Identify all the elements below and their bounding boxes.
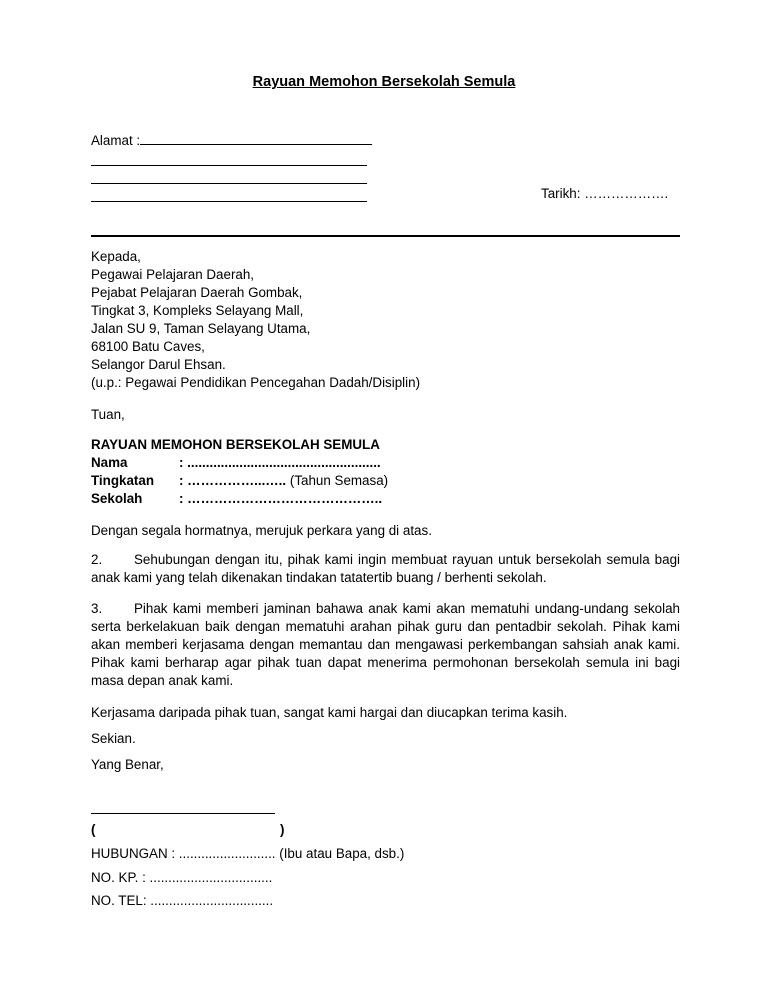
- recipient-line: Selangor Darul Ehsan.: [91, 357, 226, 372]
- nokp-label: NO. KP. :: [91, 870, 146, 885]
- nokp-value: .................................: [145, 870, 273, 885]
- alamat-blank-line[interactable]: [91, 170, 367, 184]
- field-nama: [91, 454, 381, 472]
- recipient-line: Pegawai Pelajaran Daerah,: [91, 267, 255, 282]
- alamat-blank-line[interactable]: [140, 131, 372, 145]
- field-note: (Tahun Semasa): [286, 473, 389, 488]
- alamat-blank-line[interactable]: [91, 152, 367, 166]
- field-tingkatan: [91, 472, 388, 490]
- nokp-row: [91, 869, 272, 887]
- paragraph-2: [91, 551, 680, 587]
- field-label: Sekolah: [91, 491, 143, 506]
- alamat-row: [91, 131, 372, 150]
- header-divider: [91, 235, 680, 237]
- paragraph-number: 2.: [91, 552, 103, 567]
- tarikh-value: ……………….: [584, 186, 669, 201]
- name-open-paren: (: [91, 822, 96, 837]
- tarikh-row: [541, 185, 668, 203]
- notel-label: NO. TEL:: [91, 893, 147, 908]
- paragraph-3: [91, 600, 680, 690]
- field-label: Tingkatan: [91, 473, 154, 488]
- hubungan-label: HUBUNGAN :: [91, 846, 176, 861]
- alamat-blank-line[interactable]: [91, 188, 367, 202]
- recipient-line: Jalan SU 9, Taman Selayang Utama,: [91, 321, 311, 336]
- paragraph-4: Kerjasama daripada pihak tuan, sangat kami hargai dan diucapkan terima kasih.: [91, 705, 568, 720]
- notel-row: [91, 892, 273, 910]
- recipient-line: Tingkat 3, Kompleks Selayang Mall,: [91, 303, 304, 318]
- notel-value: .................................: [146, 893, 274, 908]
- paragraph-text: Pihak kami memberi jaminan bahawa anak kami akan mematuhi undang-undang sekolah serta berkelakuan baik dengan mematuhi arahan pihak guru dan pentadbir sekolah. Pihak kami akan memberi kerjasama dengan memantau dan mengawasi perkembangan sahsiah anak kami. Pihak kami berharap agar pihak tuan dapat menerima permohonan bersekolah semula ini bagi masa depan anak kami.: [91, 601, 680, 688]
- recipient-line: (u.p.: Pegawai Pendidikan Pencegahan Dadah/Disiplin): [91, 375, 421, 390]
- paragraph-1: Dengan segala hormatnya, merujuk perkara yang di atas.: [91, 523, 432, 538]
- name-close-paren: ): [280, 822, 285, 837]
- alamat-label: Alamat :: [91, 133, 141, 148]
- field-value: : ....................................................: [179, 455, 381, 470]
- hubungan-row: [91, 845, 404, 863]
- recipient-line: Kepada,: [91, 249, 141, 264]
- closing-yang-benar: Yang Benar,: [91, 757, 164, 772]
- signature-line[interactable]: [91, 800, 275, 814]
- paragraph-number: 3.: [91, 601, 103, 616]
- letter-title: Rayuan Memohon Bersekolah Semula: [252, 74, 516, 90]
- closing-sekian: Sekian.: [91, 731, 136, 746]
- salutation: Tuan,: [91, 407, 125, 422]
- hubungan-value: .......................... (Ibu atau Bapa, dsb.): [175, 846, 405, 861]
- tarikh-label: Tarikh:: [541, 186, 581, 201]
- field-label: Nama: [91, 455, 128, 470]
- field-value: : ……………………………………..: [179, 491, 383, 506]
- recipient-line: Pejabat Pelajaran Daerah Gombak,: [91, 285, 303, 300]
- field-value: : ……………...…..: [179, 473, 287, 488]
- recipient-line: 68100 Batu Caves,: [91, 339, 205, 354]
- subject-heading: RAYUAN MEMOHON BERSEKOLAH SEMULA: [91, 437, 380, 452]
- field-sekolah: [91, 490, 382, 508]
- paragraph-text: Sehubungan dengan itu, pihak kami ingin membuat rayuan untuk bersekolah semula bagi anak kami yang telah dikenakan tindakan tatatertib buang / berhenti sekolah.: [91, 552, 680, 585]
